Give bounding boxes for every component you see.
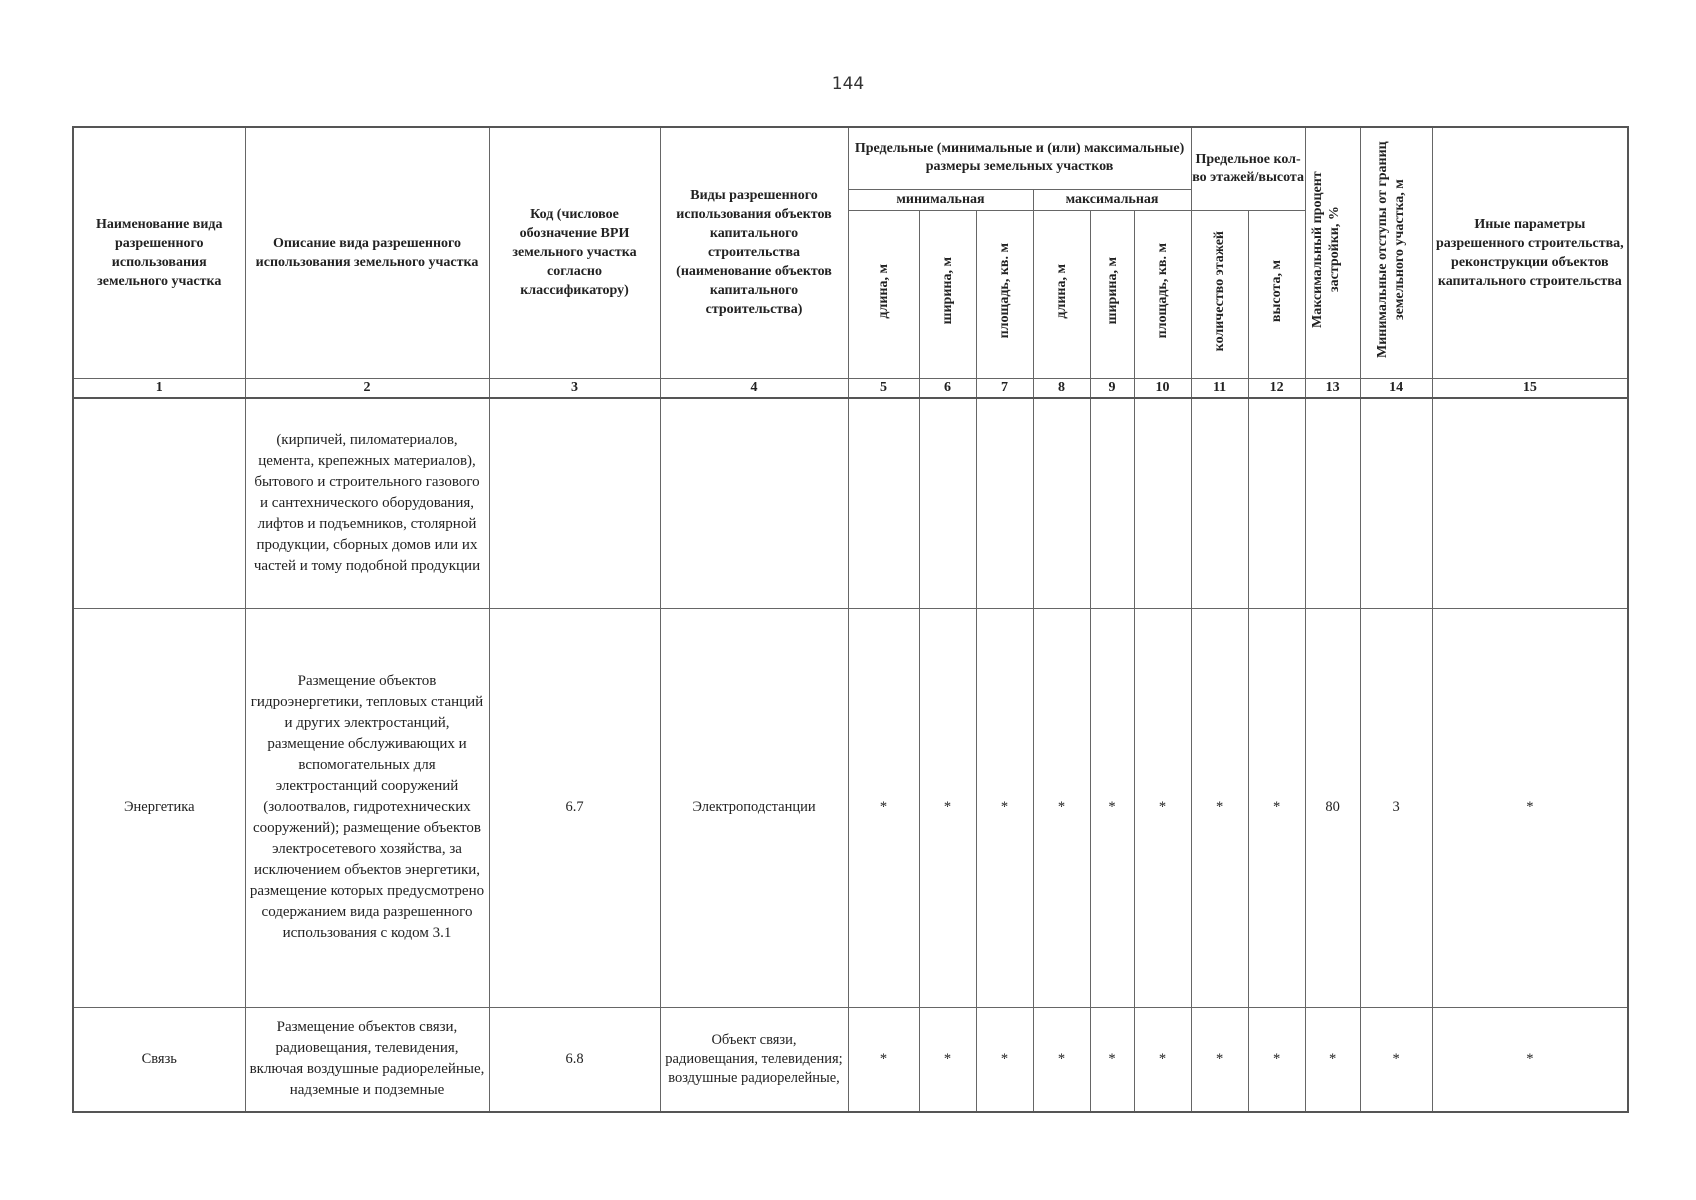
cell-value	[1033, 398, 1090, 608]
header-min-width-label: ширина, м	[940, 257, 955, 325]
cell-value	[919, 398, 976, 608]
header-height-label: высота, м	[1269, 259, 1285, 323]
column-number: 5	[848, 378, 919, 398]
table-row	[73, 1007, 1628, 1112]
header-other-params: Иные параметры разрешенного строительства, реконструкции объектов капитального строительства	[1432, 127, 1628, 378]
zoning-regulations-table	[72, 126, 1629, 1113]
cell-name: Энергетика	[73, 608, 245, 1007]
cell-value: 80	[1305, 608, 1360, 1007]
cell-value	[848, 398, 919, 608]
cell-other-params: *	[1432, 1007, 1628, 1112]
cell-value: *	[1191, 608, 1248, 1007]
cell-name: Связь	[73, 1007, 245, 1112]
cell-value	[1360, 398, 1432, 608]
column-number: 13	[1305, 378, 1360, 398]
cell-value: *	[919, 608, 976, 1007]
cell-value: *	[848, 1007, 919, 1112]
cell-value: *	[1134, 1007, 1191, 1112]
column-number: 6	[919, 378, 976, 398]
cell-value	[1248, 398, 1305, 608]
header-min-length	[848, 210, 919, 378]
header-min-group: минимальная	[848, 189, 1033, 210]
header-height	[1248, 210, 1305, 378]
header-description: Описание вида разрешенного использования земельного участка	[245, 127, 489, 378]
header-max-group: максимальная	[1033, 189, 1191, 210]
page-number: 144	[831, 74, 865, 94]
header-plot-size-limits: Предельные (минимальные и (или) максимальные) размеры земельных участков	[848, 127, 1191, 189]
header-min-length-label: длина, м	[876, 263, 891, 319]
cell-code: 6.7	[489, 608, 660, 1007]
header-floors-height-limits: Предельное кол-во этажей/высота	[1191, 127, 1305, 210]
cell-value: *	[1090, 1007, 1134, 1112]
cell-value: *	[919, 1007, 976, 1112]
cell-value	[1191, 398, 1248, 608]
header-min-setbacks-label: Минимальные отступы от границ земельного участка, м	[1375, 141, 1408, 359]
cell-value: *	[976, 608, 1033, 1007]
cell-other-params: *	[1432, 608, 1628, 1007]
column-number: 1	[73, 378, 245, 398]
cell-value: *	[1134, 608, 1191, 1007]
cell-value: 3	[1360, 608, 1432, 1007]
cell-description: (кирпичей, пиломатериалов, цемента, крепежных материалов), бытового и строительного газового и сантехнического оборудования, лифтов и подъемников, столярной продукции, сборных домов или их частей и тому подобной продукции	[245, 398, 489, 608]
cell-description: Размещение объектов связи, радиовещания, телевидения, включая воздушные радиорелейные, надземные и подземные	[245, 1007, 489, 1112]
column-number: 11	[1191, 378, 1248, 398]
cell-value	[1090, 398, 1134, 608]
cell-capital-objects	[660, 398, 848, 608]
header-code: Код (числовое обозначение ВРИ земельного участка согласно классификатору)	[489, 127, 660, 378]
column-number: 10	[1134, 378, 1191, 398]
table-row	[73, 398, 1628, 608]
cell-other-params	[1432, 398, 1628, 608]
header-max-width-label: ширина, м	[1104, 257, 1120, 325]
header-min-area	[976, 210, 1033, 378]
cell-value: *	[1248, 608, 1305, 1007]
cell-value	[1305, 398, 1360, 608]
cell-code	[489, 398, 660, 608]
column-number-row	[73, 378, 1628, 398]
column-number: 7	[976, 378, 1033, 398]
cell-value: *	[1033, 1007, 1090, 1112]
table-row	[73, 608, 1628, 1007]
column-number: 4	[660, 378, 848, 398]
cell-value: *	[976, 1007, 1033, 1112]
cell-capital-objects: Электроподстанции	[660, 608, 848, 1007]
header-max-length	[1033, 210, 1090, 378]
header-floors	[1191, 210, 1248, 378]
cell-description: Размещение объектов гидроэнергетики, тепловых станций и других электростанций, размещение обслуживающих и вспомогательных для электростанций сооружений (золоотвалов, гидротехнических сооружений); размещение объектов электросетевого хозяйства, за исключением объектов энергетики, размещение которых предусмотрено содержанием вида разрешенного использования с кодом 3.1	[245, 608, 489, 1007]
header-max-build-percent	[1305, 127, 1360, 378]
header-row-group	[73, 127, 1628, 189]
column-number: 8	[1033, 378, 1090, 398]
column-number: 9	[1090, 378, 1134, 398]
header-min-area-label: площадь, кв. м	[997, 243, 1012, 339]
column-number: 15	[1432, 378, 1628, 398]
cell-value: *	[848, 608, 919, 1007]
header-max-build-percent-label: Максимальный процент застройки, %	[1309, 171, 1342, 329]
cell-code: 6.8	[489, 1007, 660, 1112]
cell-value: *	[1033, 608, 1090, 1007]
cell-capital-objects: Объект связи, радиовещания, телевидения; воздушные радиорелейные,	[660, 1007, 848, 1112]
column-number: 12	[1248, 378, 1305, 398]
cell-value: *	[1248, 1007, 1305, 1112]
column-number: 3	[489, 378, 660, 398]
cell-value: *	[1191, 1007, 1248, 1112]
cell-value	[1134, 398, 1191, 608]
cell-name	[73, 398, 245, 608]
cell-value: *	[1305, 1007, 1360, 1112]
header-land-use-name: Наименование вида разрешенного использования земельного участка	[73, 127, 245, 378]
header-min-width	[919, 210, 976, 378]
header-max-area	[1134, 210, 1191, 378]
header-max-area-label: площадь, кв. м	[1155, 243, 1171, 339]
cell-value: *	[1090, 608, 1134, 1007]
column-number: 2	[245, 378, 489, 398]
header-max-width	[1090, 210, 1134, 378]
header-min-setbacks	[1360, 127, 1432, 378]
column-number: 14	[1360, 378, 1432, 398]
cell-value: *	[1360, 1007, 1432, 1112]
cell-value	[976, 398, 1033, 608]
header-max-length-label: длина, м	[1054, 263, 1069, 319]
header-capital-objects: Виды разрешенного использования объектов капитального строительства (наименование объектов капитального строительства)	[660, 127, 848, 378]
header-floors-label: количество этажей	[1212, 230, 1228, 352]
